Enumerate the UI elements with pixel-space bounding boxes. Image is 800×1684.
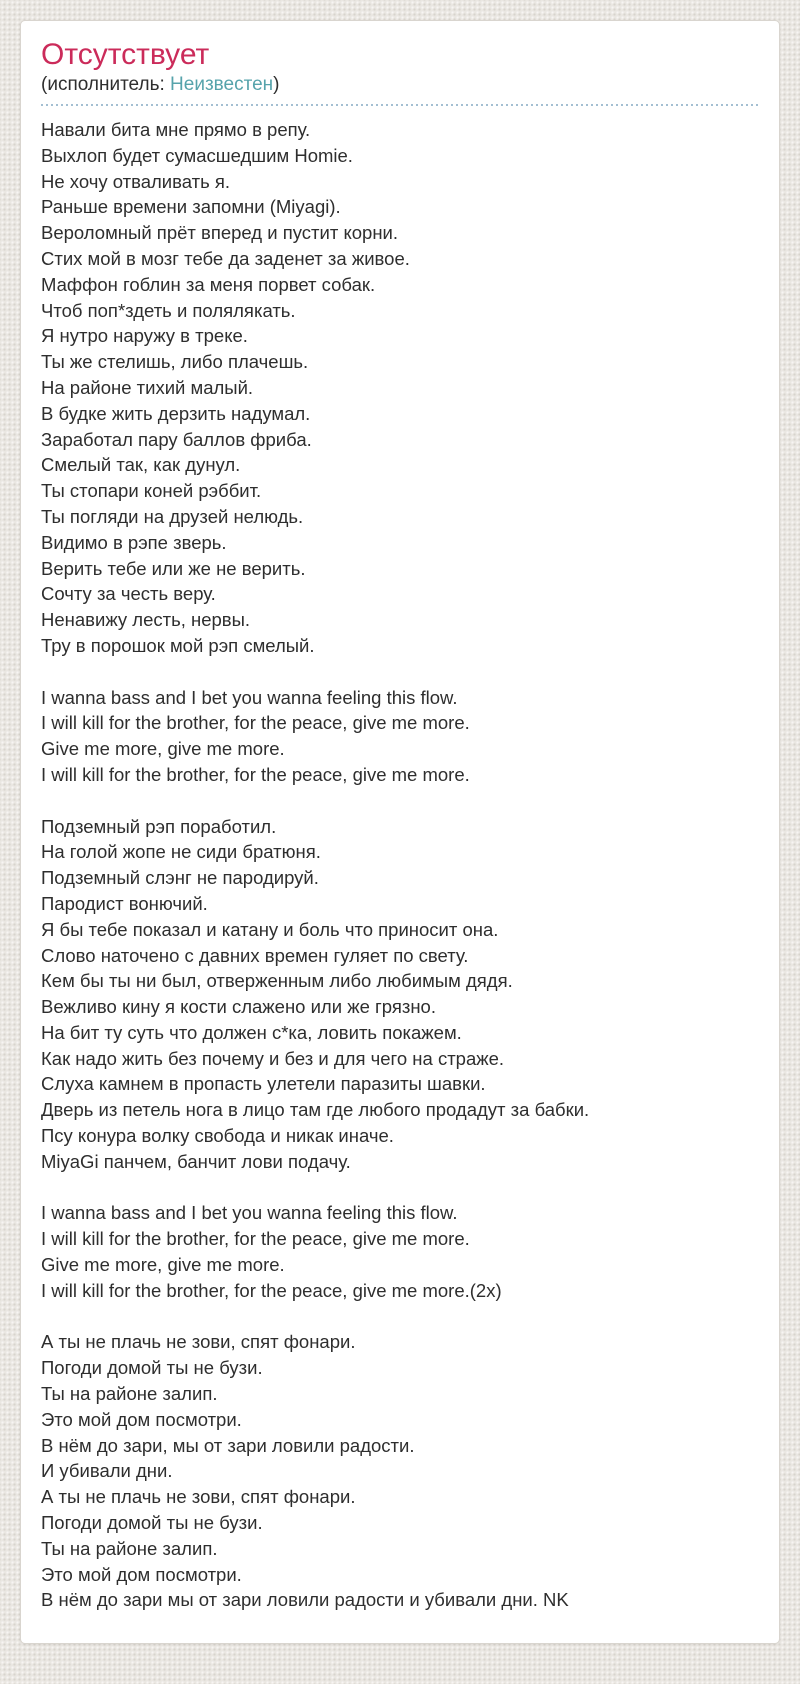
- lyrics-line: Ты же стелишь, либо плачешь.: [41, 351, 309, 373]
- artist-label-suffix: ): [273, 74, 280, 95]
- stanza: [41, 1200, 759, 1303]
- lyrics-line: Кем бы ты ни был, отверженным либо любимым дядя.: [41, 970, 513, 992]
- lyrics-line: На бит ту суть что должен с*ка, ловить покажем.: [41, 1021, 462, 1043]
- lyrics-line: Чтоб поп*здеть и полялякать.: [41, 299, 296, 321]
- lyrics-line: И убивали дни.: [41, 1460, 173, 1482]
- lyrics-line: Заработал пару баллов фриба.: [41, 428, 312, 450]
- lyrics-line: I wanna bass and I bet you wanna feeling this flow.: [41, 686, 458, 708]
- lyrics-line: Подземный рэп поработил.: [41, 815, 277, 837]
- lyrics-line: Дверь из петель нога в лицо там где любого продадут за бабки.: [41, 1099, 590, 1121]
- lyrics-line: В будке жить дерзить надумал.: [41, 402, 311, 424]
- lyrics-line: Сочту за честь веру.: [41, 583, 216, 605]
- lyrics-line: На районе тихий малый.: [41, 376, 254, 398]
- stanza: [41, 117, 759, 659]
- lyrics-line: Ты стопари коней рэббит.: [41, 480, 262, 502]
- lyrics-line: Погоди домой ты не бузи.: [41, 1512, 263, 1534]
- lyrics-line: MiyaGi панчем, банчит лови подачу.: [41, 1150, 351, 1172]
- lyrics-line: Я бы тебе показал и катану и боль что приносит она.: [41, 918, 499, 940]
- lyrics-line: Give me more, give me more.: [41, 738, 285, 760]
- lyrics-line: Это мой дом посмотри.: [41, 1408, 242, 1430]
- lyrics-line: Выхлоп будет сумасшедшим Homie.: [41, 144, 353, 166]
- lyrics-line: Пародист вонючий.: [41, 892, 208, 914]
- lyrics-line: Ненавижу лесть, нервы.: [41, 609, 251, 631]
- artist-link[interactable]: Неизвестен: [170, 74, 274, 95]
- lyrics-line: Это мой дом посмотри.: [41, 1563, 242, 1585]
- lyrics-line: I wanna bass and I bet you wanna feeling this flow.: [41, 1202, 458, 1224]
- lyrics-text: [41, 117, 759, 1613]
- page-background: [0, 20, 800, 1684]
- lyrics-line: Погоди домой ты не бузи.: [41, 1357, 263, 1379]
- lyrics-line: Вероломный прёт вперед и пустит корни.: [41, 222, 399, 244]
- lyrics-line: I will kill for the brother, for the peace, give me more.: [41, 763, 470, 785]
- stanza: [41, 685, 759, 788]
- lyrics-line: Слуха камнем в пропасть улетели паразиты шавки.: [41, 1073, 486, 1095]
- lyrics-line: Псу конура волку свобода и никак иначе.: [41, 1125, 394, 1147]
- lyrics-line: Give me more, give me more.: [41, 1254, 285, 1276]
- lyrics-line: Стих мой в мозг тебе да заденет за живое.: [41, 247, 410, 269]
- stanza: [41, 1329, 759, 1613]
- lyrics-line: Слово наточено с давних времен гуляет по свету.: [41, 944, 469, 966]
- lyrics-line: Ты на районе залип.: [41, 1383, 218, 1405]
- lyrics-line: Маффон гоблин за меня порвет собак.: [41, 273, 376, 295]
- lyrics-line: Видимо в рэпе зверь.: [41, 531, 227, 553]
- dotted-separator: [41, 104, 759, 106]
- lyrics-line: Смелый так, как дунул.: [41, 454, 241, 476]
- artist-label-prefix: (исполнитель:: [41, 74, 171, 95]
- lyrics-line: А ты не плачь не зови, спят фонари.: [41, 1331, 356, 1353]
- lyrics-line: Не хочу отваливать я.: [41, 170, 231, 192]
- lyrics-line: А ты не плачь не зови, спят фонари.: [41, 1486, 356, 1508]
- lyrics-line: Вежливо кину я кости слажено или же грязно.: [41, 996, 436, 1018]
- lyrics-line: Раньше времени запомни (Miyagi).: [41, 196, 341, 218]
- lyrics-line: Верить тебе или же не верить.: [41, 557, 306, 579]
- artist-line: [41, 73, 759, 97]
- lyrics-line: Ты на районе залип.: [41, 1537, 218, 1559]
- lyrics-line: Ты погляди на друзей нелюдь.: [41, 505, 304, 527]
- song-title: Отсутствует: [41, 38, 210, 71]
- lyrics-line: I will kill for the brother, for the peace, give me more.: [41, 1228, 470, 1250]
- lyrics-line: В нём до зари мы от зари ловили радости и убивали дни. NK: [41, 1589, 569, 1611]
- stanza: [41, 814, 759, 1175]
- lyrics-line: I will kill for the brother, for the peace, give me more.(2x): [41, 1279, 502, 1301]
- lyrics-line: Подземный слэнг не пародируй.: [41, 867, 319, 889]
- lyrics-line: Навали бита мне прямо в репу.: [41, 119, 311, 140]
- lyrics-line: Как надо жить без почему и без и для чего на страже.: [41, 1047, 505, 1069]
- lyrics-line: В нём до зари, мы от зари ловили радости.: [41, 1434, 415, 1456]
- lyrics-line: I will kill for the brother, for the peace, give me more.: [41, 712, 470, 734]
- lyrics-card: [20, 20, 780, 1644]
- lyrics-line: Я нутро наружу в треке.: [41, 325, 248, 347]
- lyrics-line: Тру в порошок мой рэп смелый.: [41, 634, 315, 656]
- lyrics-line: На голой жопе не сиди братюня.: [41, 841, 321, 863]
